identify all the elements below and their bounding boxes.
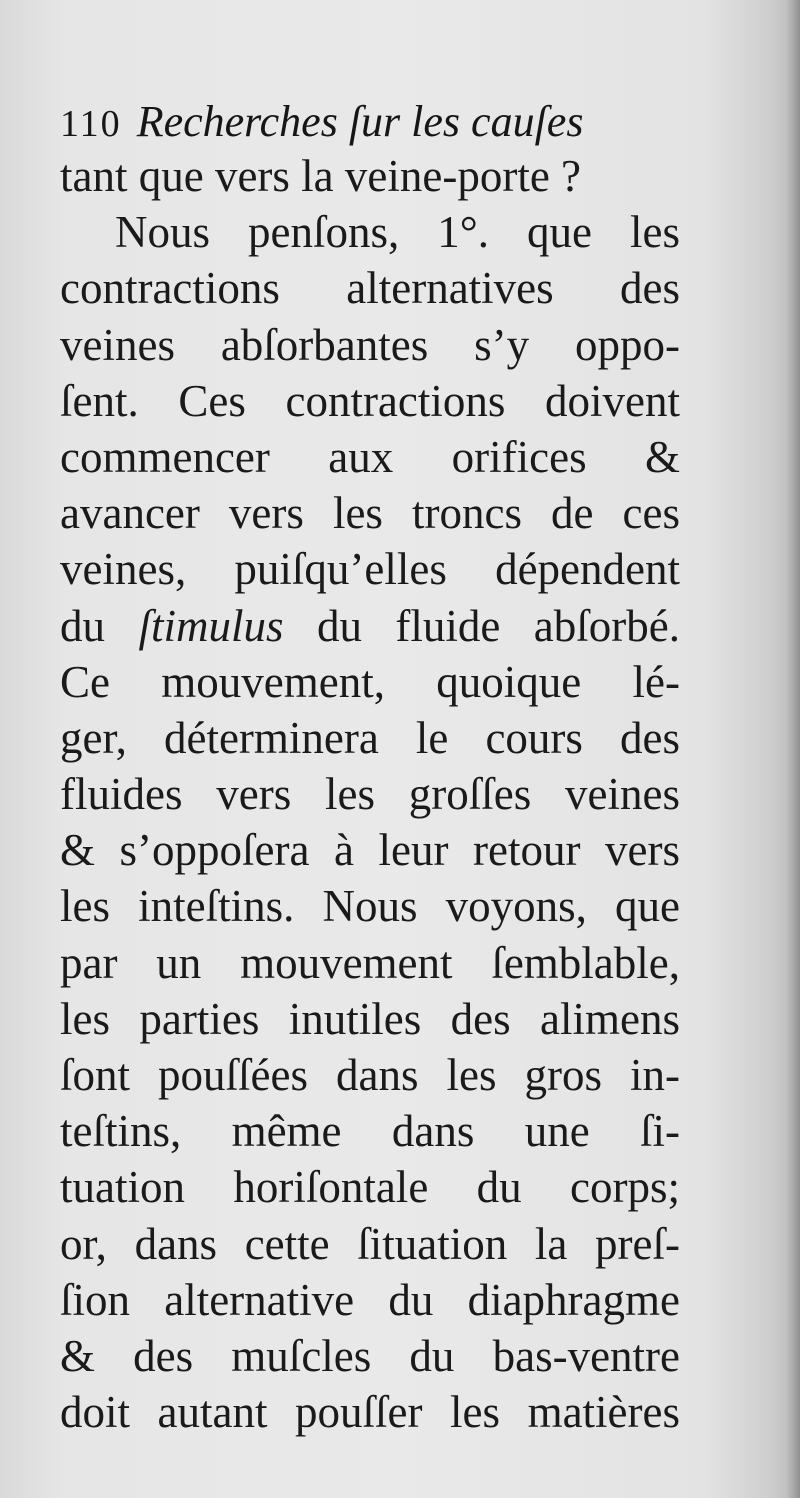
text-line: tant que vers la veine-porte ?	[60, 151, 582, 201]
page-header	[60, 96, 700, 148]
text-line: commencer aux orifices &	[60, 431, 680, 482]
text-line: contractions alternatives des	[60, 263, 680, 314]
text-line: ſion alternative du diaphragme	[60, 1274, 680, 1325]
running-head: Recherches ſur les cauſes	[136, 97, 584, 146]
text-line: avancer vers les troncs de ces	[60, 488, 680, 539]
italic-term: ſtimulus	[138, 600, 284, 651]
text-line: par un mouvement ſemblable,	[60, 937, 680, 988]
body-text	[60, 148, 680, 1440]
text-line: fluides vers les groſſes veines	[60, 769, 680, 820]
text-line: tuation horiſontale du corps;	[60, 1162, 680, 1213]
text-line: ſent. Ces contractions doivent	[60, 375, 680, 426]
text-line: & s’oppoſera à leur retour vers	[60, 825, 680, 876]
text-line: ſont pouſſées dans les gros in-	[60, 1050, 680, 1100]
text-line: veines abſorbantes s’y oppo-	[60, 319, 680, 370]
text-line-with-italic	[60, 598, 680, 654]
text-line: les parties inutiles des alimens	[60, 993, 680, 1044]
text-line: les inteſtins. Nous voyons, que	[60, 881, 680, 932]
page-edge-shadow	[786, 0, 800, 1498]
text-line: veines, puiſqu’elles dépendent	[60, 544, 680, 595]
text-line: ger, déterminera le cours des	[60, 712, 680, 763]
text-line: Ce mouvement, quoique lé-	[60, 656, 680, 707]
text-line: & des muſcles du bas-ventre	[60, 1330, 680, 1381]
text-line: teſtins, même dans une ſi-	[60, 1106, 680, 1157]
text-line: Nous penſons, 1°. que les	[115, 207, 680, 258]
text-line: or, dans cette ſituation la preſ-	[60, 1218, 680, 1269]
text-segment: du	[60, 600, 139, 651]
page-number: 110	[60, 103, 122, 145]
text-line: doit autant pouſſer les matières	[60, 1387, 680, 1438]
text-segment: du fluide abſorbé.	[283, 600, 680, 651]
